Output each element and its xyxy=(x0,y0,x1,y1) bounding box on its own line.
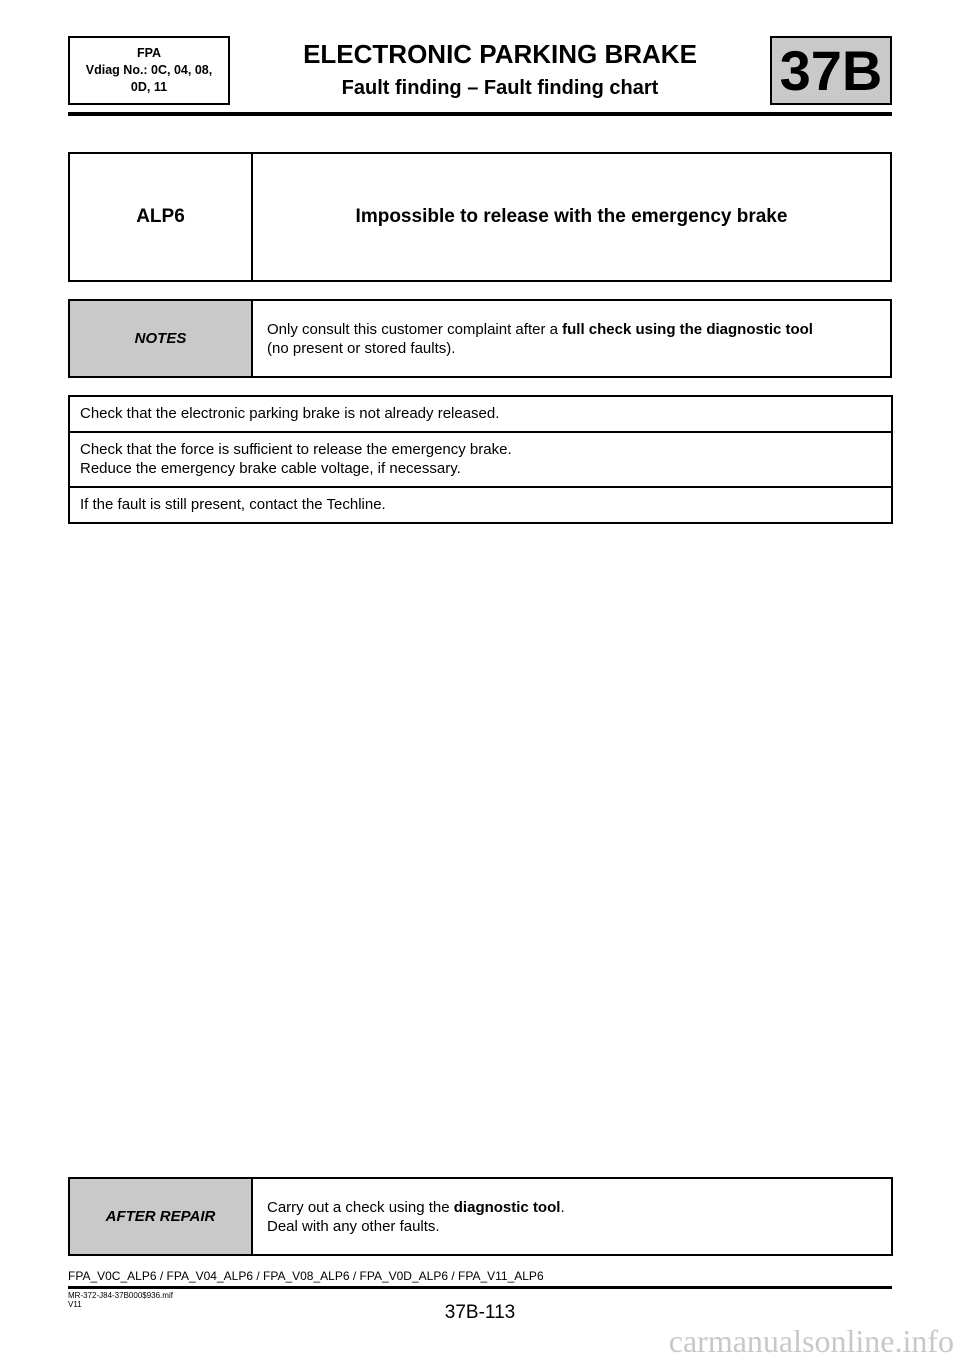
vehicle-info-line-3: 0D, 11 xyxy=(130,80,168,94)
check-step-3: If the fault is still present, contact the Techline. xyxy=(68,488,893,524)
notes-label: NOTES xyxy=(70,301,253,376)
notes-text-lead: Only consult this customer complaint after a xyxy=(267,321,563,338)
checks-table xyxy=(68,395,893,524)
after-repair-line-1-end: . xyxy=(560,1199,565,1216)
alp-title: Impossible to release with the emergency brake xyxy=(355,206,788,227)
notes-text xyxy=(253,301,890,358)
after-repair-line-2: Deal with any other faults. xyxy=(267,1218,440,1235)
footer-version: V11 xyxy=(68,1300,82,1309)
alp-code: ALP6 xyxy=(70,154,253,280)
footer-source-file: MR-372-J84-37B000$936.mif xyxy=(68,1291,173,1300)
after-repair-text xyxy=(253,1179,891,1236)
footer-references: FPA_V0C_ALP6 / FPA_V04_ALP6 / FPA_V08_ALP6 / FPA_V0D_ALP6 / FPA_V11_ALP6 xyxy=(68,1269,544,1283)
vehicle-info-line-1: FPA xyxy=(136,46,162,60)
after-repair-label: AFTER REPAIR xyxy=(70,1179,253,1254)
alp-title-table xyxy=(68,152,892,282)
after-repair-line-1-lead: Carry out a check using the xyxy=(267,1199,454,1216)
page-title: ELECTRONIC PARKING BRAKE xyxy=(303,39,697,69)
check-step-1: Check that the electronic parking brake is not already released. xyxy=(68,395,893,433)
notes-text-bold: full check using the diagnostic tool xyxy=(562,321,813,338)
page-subtitle: Fault finding – Fault finding chart xyxy=(341,77,659,99)
check-step-2: Check that the force is sufficient to release the emergency brake. Reduce the emergency brake cable voltage, if necessary. xyxy=(68,433,893,488)
watermark-text: carmanualsonline.info xyxy=(668,1323,954,1359)
after-repair-line-1-bold: diagnostic tool xyxy=(453,1199,561,1216)
vehicle-info-line-2: Vdiag No.: 0C, 04, 08, xyxy=(85,63,213,77)
header-divider xyxy=(68,112,892,116)
footer-divider xyxy=(68,1286,892,1289)
section-code-badge: 37B xyxy=(770,36,892,105)
notes-table xyxy=(68,299,892,378)
page-number: 37B-113 xyxy=(444,1302,516,1323)
after-repair-table xyxy=(68,1177,893,1256)
notes-text-line-2: (no present or stored faults). xyxy=(267,340,456,357)
vehicle-info-box xyxy=(68,36,230,105)
